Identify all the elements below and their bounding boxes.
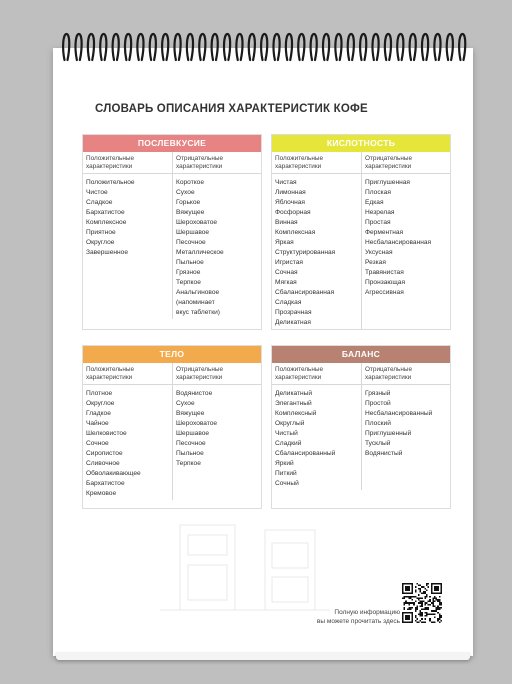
card-balance — [271, 345, 451, 509]
positive-list — [86, 174, 169, 258]
list-item: Пронзающая — [365, 279, 406, 286]
list-item: Грязное — [176, 269, 201, 276]
list-item: Уксусная — [365, 249, 393, 256]
list-item: Водянистое — [176, 390, 213, 397]
list-item: Комплексное — [86, 219, 127, 226]
list-item: Положительное — [86, 179, 135, 186]
list-item: Агрессивная — [365, 289, 404, 296]
list-item: Гладкое — [86, 410, 111, 417]
list-item: Деликатный — [275, 390, 313, 397]
list-item: Игристая — [275, 259, 303, 266]
list-item: Пыльное — [176, 450, 204, 457]
column-header: Отрицательные характеристики — [362, 364, 450, 385]
list-item: Сочная — [275, 269, 298, 276]
list-item: Кремовое — [86, 490, 117, 497]
list-item: Плоский — [365, 420, 391, 427]
positive-list — [275, 385, 358, 489]
card-acidity — [271, 134, 451, 330]
card-body — [82, 345, 262, 509]
list-item: Несбалансированный — [365, 410, 433, 417]
list-item: Шероховатое — [176, 420, 218, 427]
column-header: Положительные характеристики — [83, 364, 172, 385]
list-item: Фосфорная — [275, 209, 311, 216]
list-item: Сухое — [176, 189, 195, 196]
negative-list — [365, 385, 447, 459]
list-item: Резкая — [365, 259, 386, 266]
card-header: БАЛАНС — [272, 346, 450, 363]
list-item: Округлое — [86, 239, 115, 246]
column-header: Отрицательные характеристики — [173, 153, 261, 174]
spiral-binding — [0, 30, 512, 66]
list-item: Грязный — [365, 390, 391, 397]
positive-column — [272, 363, 361, 490]
list-item: Песочное — [176, 440, 206, 447]
list-item: вкус таблетки) — [176, 309, 220, 316]
list-item: Терпкое — [176, 460, 201, 467]
list-item: Округлый — [275, 420, 305, 427]
list-item: Ферментная — [365, 229, 404, 236]
list-item: Приятное — [86, 229, 116, 236]
positive-column — [83, 152, 172, 319]
positive-list — [86, 385, 169, 499]
list-item: Простая — [365, 219, 391, 226]
list-item: Элегантный — [275, 400, 312, 407]
negative-column — [172, 152, 261, 319]
column-header: Положительные характеристики — [272, 153, 361, 174]
list-item: Яркий — [275, 460, 294, 467]
list-item: Сладкая — [275, 299, 302, 306]
positive-column — [83, 363, 172, 500]
list-item: Пыльное — [176, 259, 204, 266]
list-item: Песочное — [176, 239, 206, 246]
list-item: Прозрачная — [275, 309, 312, 316]
negative-column — [361, 152, 450, 329]
list-item: Шершавое — [176, 430, 210, 437]
negative-list — [176, 174, 258, 318]
list-item: Вяжущее — [176, 410, 205, 417]
list-item: Завершенное — [86, 249, 128, 256]
negative-column — [172, 363, 261, 500]
list-item: (напоминает — [176, 299, 215, 306]
list-item: Чистый — [275, 430, 298, 437]
list-item: Шероховатое — [176, 219, 218, 226]
card-header: ПОСЛЕВКУСИЕ — [83, 135, 261, 152]
page-title: СЛОВАРЬ ОПИСАНИЯ ХАРАКТЕРИСТИК КОФЕ — [95, 103, 368, 115]
list-item: Структурированная — [275, 249, 336, 256]
list-item: Сливочное — [86, 460, 120, 467]
list-item: Чистое — [86, 189, 108, 196]
list-item: Сочный — [275, 480, 299, 487]
page-stack — [56, 652, 470, 660]
list-item: Травянистая — [365, 269, 404, 276]
list-item: Питкий — [275, 470, 297, 477]
list-item: Металлическое — [176, 249, 224, 256]
list-item: Вяжущее — [176, 209, 205, 216]
list-item: Шелковистое — [86, 430, 127, 437]
list-item: Едкая — [365, 199, 384, 206]
column-header: Отрицательные характеристики — [173, 364, 261, 385]
list-item: Округлое — [86, 400, 115, 407]
list-item: Винная — [275, 219, 298, 226]
list-item: Горькое — [176, 199, 201, 206]
list-item: Лимонная — [275, 189, 306, 196]
list-item: Плоская — [365, 189, 391, 196]
positive-list — [275, 174, 358, 328]
positive-column — [272, 152, 361, 329]
card-aftertaste — [82, 134, 262, 330]
list-item: Сладкий — [275, 440, 302, 447]
list-item: Яркая — [275, 239, 294, 246]
list-item: Комплексный — [275, 410, 317, 417]
list-item: Обволакивающее — [86, 470, 141, 477]
list-item: Сиропистое — [86, 450, 123, 457]
list-item: Простой — [365, 400, 391, 407]
list-item: Сухое — [176, 400, 195, 407]
list-item: Бархатистое — [86, 480, 125, 487]
list-item: Чайное — [86, 420, 109, 427]
list-item: Комплексная — [275, 229, 316, 236]
negative-column — [361, 363, 450, 490]
column-header: Положительные характеристики — [272, 364, 361, 385]
list-item: Сладкое — [86, 199, 113, 206]
qr-code-icon[interactable] — [402, 583, 442, 623]
list-item: Сбалансированная — [275, 289, 335, 296]
background-sketch — [160, 505, 330, 615]
list-item: Короткое — [176, 179, 205, 186]
footer-line-1: Полную информацию — [334, 609, 400, 616]
list-item: Мягкая — [275, 279, 297, 286]
list-item: Приглушенная — [365, 179, 410, 186]
list-item: Терпкое — [176, 279, 201, 286]
column-header: Отрицательные характеристики — [362, 153, 450, 174]
list-item: Приглушенный — [365, 430, 412, 437]
list-item: Яблочная — [275, 199, 305, 206]
list-item: Тусклый — [365, 440, 391, 447]
list-item: Сочное — [86, 440, 109, 447]
footer-line-2: вы можете прочитать здесь — [316, 618, 400, 625]
list-item: Незрелая — [365, 209, 395, 216]
list-item: Несбалансированная — [365, 239, 432, 246]
list-item: Сбалансированный — [275, 450, 336, 457]
list-item: Плотное — [86, 390, 113, 397]
list-item: Деликатная — [275, 319, 311, 326]
negative-list — [176, 385, 258, 469]
footer-note — [282, 608, 400, 626]
list-item: Шершавое — [176, 229, 210, 236]
list-item: Чистая — [275, 179, 297, 186]
column-header: Положительные характеристики — [83, 153, 172, 174]
list-item: Водянистый — [365, 450, 403, 457]
list-item: Бархатистое — [86, 209, 125, 216]
card-header: КИСЛОТНОСТЬ — [272, 135, 450, 152]
card-header: ТЕЛО — [83, 346, 261, 363]
negative-list — [365, 174, 447, 298]
list-item: Анальгиновое — [176, 289, 220, 296]
